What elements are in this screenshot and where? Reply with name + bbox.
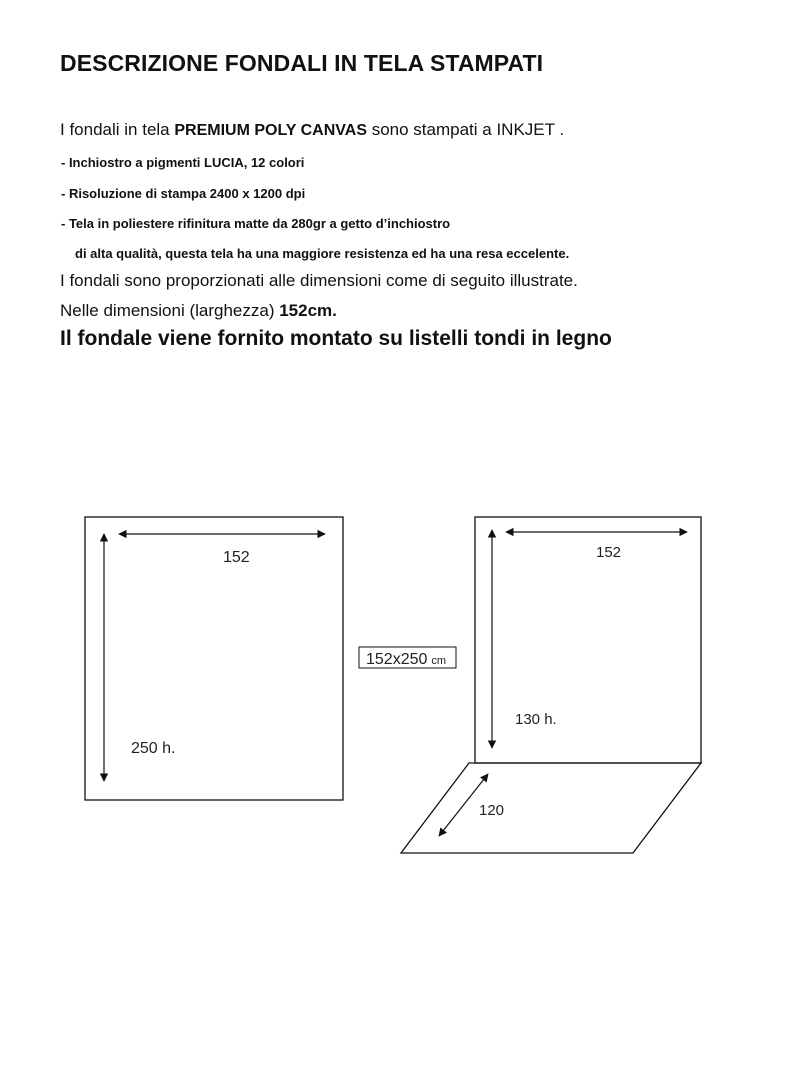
right-view — [401, 517, 701, 853]
right-depth-label: 120 — [479, 802, 505, 819]
size-badge-unit: cm — [431, 655, 447, 667]
product-name: PREMIUM POLY CANVAS — [174, 122, 367, 139]
intro-prefix: I fondali in tela — [60, 120, 175, 139]
bullet-canvas-continued: di alta qualità, questa tela ha una maggiore resistenza ed ha una resa eccelente. — [75, 246, 570, 261]
width-note-prefix: Nelle dimensioni (larghezza) — [60, 301, 280, 320]
left-height-label: 250 h. — [131, 740, 176, 757]
right-height-label: 130 h. — [515, 711, 557, 728]
mounting-note: Il fondale viene fornito montato su listelli tondi in legno — [60, 327, 612, 350]
bullet-resolution: - Risoluzione di stampa 2400 x 1200 dpi — [61, 186, 306, 201]
size-badge — [359, 647, 456, 668]
size-badge-value: 152x250 — [366, 651, 428, 668]
right-floor-outline — [401, 763, 701, 853]
proportion-note: I fondali sono proporzionati alle dimensioni come di seguito illustrate. — [60, 271, 578, 290]
right-backdrop-outline — [475, 517, 701, 763]
left-view — [85, 517, 343, 800]
bullet-canvas: - Tela in poliestere rifinitura matte da 280gr a getto d’inchiostro — [61, 216, 451, 231]
left-width-label: 152 — [223, 549, 250, 566]
intro-suffix: sono stampati a INKJET . — [366, 120, 565, 139]
bullet-ink: - Inchiostro a pigmenti LUCIA, 12 colori — [61, 155, 305, 170]
right-width-label: 152 — [596, 544, 622, 561]
page-title: DESCRIZIONE FONDALI IN TELA STAMPATI — [60, 50, 544, 76]
left-backdrop-outline — [85, 517, 343, 800]
width-note-value: 152cm. — [279, 301, 337, 320]
